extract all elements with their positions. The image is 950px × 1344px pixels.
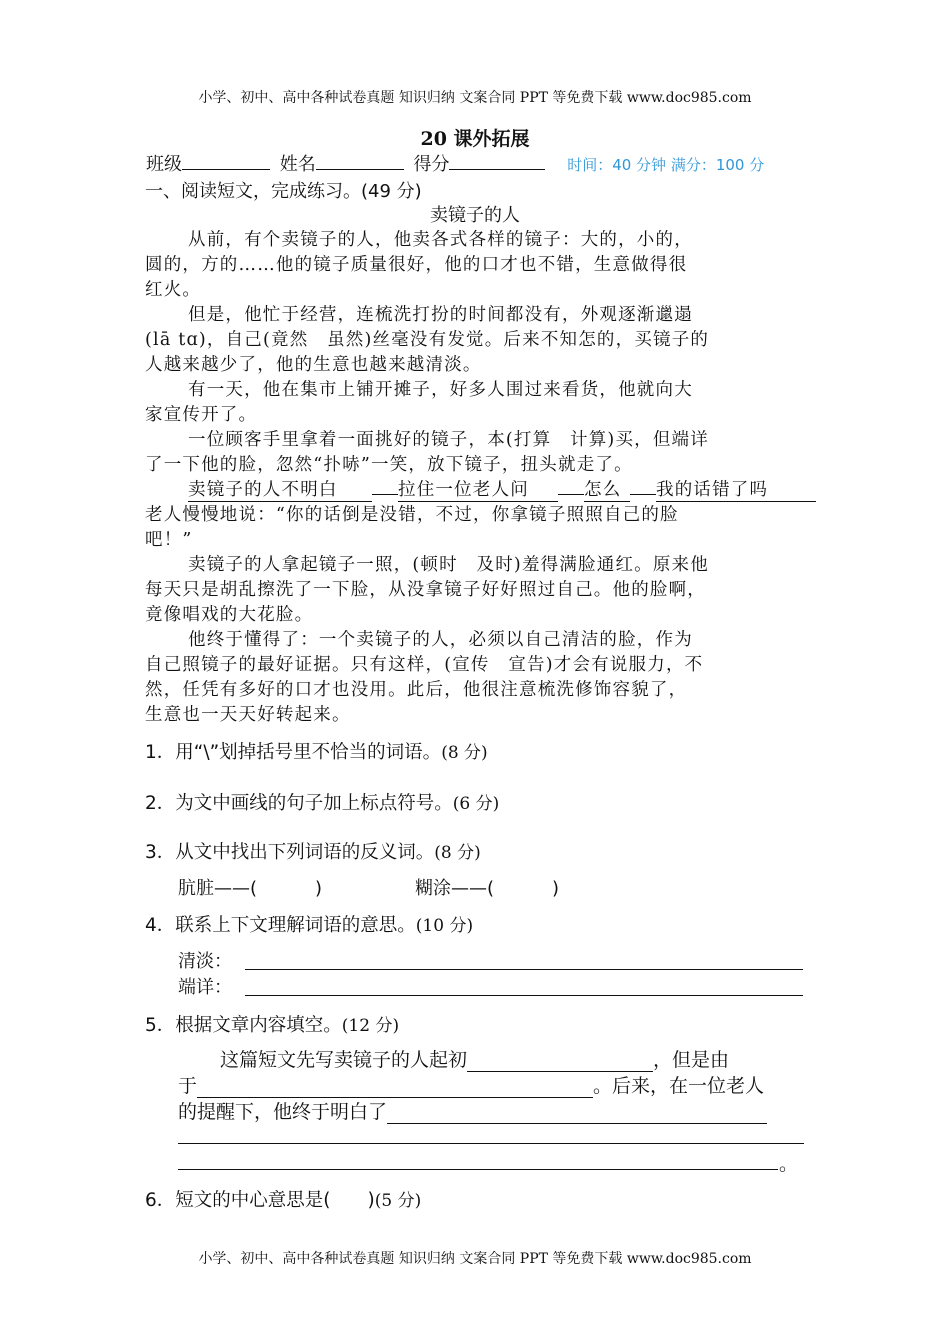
q3-word-2: 糊涂——( )	[415, 878, 560, 899]
q5-line-1: 这篇短文先写卖镜子的人起初 ，但是由	[220, 1049, 730, 1071]
story-line: 圆的，方的……他的镜子质量很好，他的口才也不错，生意做得很	[145, 255, 688, 275]
story-line: 了一下他的脸，忽然“扑哧”一笑，放下镜子，扭头就走了。	[145, 455, 633, 475]
name-label: 姓名	[279, 154, 316, 175]
underlined-sentence	[188, 476, 816, 502]
ul-seg-3: 怎么	[584, 476, 630, 502]
question-4: 4．联系上下文理解词语的意思。(10 分)	[145, 915, 474, 936]
info-row	[146, 150, 764, 176]
question-6: 6．短文的中心意思是( )(5 分)	[145, 1190, 422, 1211]
score-label: 得分	[413, 154, 450, 175]
score-blank[interactable]	[449, 153, 545, 170]
q4-label-2: 端详：	[178, 977, 232, 998]
question-2: 2．为文中画线的句子加上标点符号。(6 分)	[145, 793, 500, 814]
ul-gap[interactable]	[558, 494, 584, 495]
story-line: 有一天，他在集市上铺开摊子，好多人围过来看货，他就向大	[188, 380, 693, 400]
q5-blank-3[interactable]	[387, 1103, 767, 1124]
name-blank[interactable]	[316, 153, 404, 170]
story-line: 每天只是胡乱擦洗了一下脸，从没拿镜子好好照过自己。他的脸啊，	[145, 580, 706, 600]
story-line: 吧！”	[145, 530, 193, 550]
ul-seg-2: 拉住一位老人问	[398, 476, 558, 502]
q5-end-mark: 。	[779, 1153, 799, 1175]
section-heading: 一、阅读短文，完成练习。(49 分)	[145, 181, 422, 202]
page-header: 小学、初中、高中各种试卷真题 知识归纳 文案合同 PPT 等免费下载 www.doc985.com	[198, 90, 752, 106]
ul-gap[interactable]	[372, 494, 398, 495]
q5-blank-5[interactable]	[178, 1169, 778, 1170]
story-line: 自己照镜子的最好证据。只有这样，(宣传 宣告)才会有说服力，不	[145, 655, 704, 675]
q5-line-3: 的提醒下，他终于明白了	[178, 1097, 767, 1124]
question-3: 3．从文中找出下列词语的反义词。(8 分)	[145, 842, 481, 863]
story-line: 竟像唱戏的大花脸。	[145, 605, 314, 625]
ul-seg-1: 卖镜子的人不明白	[188, 476, 372, 502]
q5-blank-4[interactable]	[178, 1143, 804, 1144]
ul-seg-4: 我的话错了吗	[656, 476, 816, 502]
story-line: 生意也一天天好转起来。	[145, 705, 351, 725]
story-line: 但是，他忙于经营，连梳洗打扮的时间都没有，外观逐渐邋遢	[188, 305, 693, 325]
q4-answer-line-2[interactable]	[245, 995, 803, 996]
time-info: 时间：40 分钟 满分：100 分	[567, 156, 765, 174]
story-line: 从前，有个卖镜子的人，他卖各式各样的镜子：大的，小的，	[188, 230, 693, 250]
page-title: 20 课外拓展	[420, 128, 530, 150]
class-label: 班级	[146, 154, 182, 175]
page-footer: 小学、初中、高中各种试卷真题 知识归纳 文案合同 PPT 等免费下载 www.doc985.com	[198, 1251, 752, 1267]
q5-blank-2[interactable]	[197, 1077, 593, 1098]
q3-word-1: 肮脏——( )	[178, 878, 323, 899]
story-line: 然，任凭有多好的口才也没用。此后，他很注意梳洗修饰容貌了，	[145, 680, 688, 700]
story-line: 一位顾客手里拿着一面挑好的镜子，本(打算 计算)买，但端详	[188, 430, 709, 450]
ul-gap[interactable]	[630, 494, 656, 495]
q5-blank-1[interactable]	[467, 1051, 653, 1072]
q4-answer-line-1[interactable]	[245, 969, 803, 970]
q5-line-2: 于 。后来，在一位老人	[178, 1075, 765, 1097]
story-line: 卖镜子的人拿起镜子一照，(顿时 及时)羞得满脸通红。原来他	[188, 555, 709, 575]
question-1: 1．用“\”划掉括号里不恰当的词语。(8 分)	[145, 742, 488, 763]
class-blank[interactable]	[182, 153, 270, 170]
story-line: 老人慢慢地说：“你的话倒是没错，不过，你拿镜子照照自己的脸	[145, 505, 679, 525]
q4-label-1: 清淡：	[178, 951, 232, 972]
story-line: 家宣传开了。	[145, 405, 258, 425]
story-line: 人越来越少了，他的生意也越来越清淡。	[145, 355, 482, 375]
story-line: 红火。	[145, 280, 202, 300]
story-line: 他终于懂得了：一个卖镜子的人，必须以自己清洁的脸，作为	[188, 630, 693, 650]
story-line: (lā tɑ)，自己(竟然 虽然)丝毫没有发觉。后来不知怎的，买镜子的	[145, 330, 710, 350]
story-title: 卖镜子的人	[430, 205, 520, 226]
question-5: 5．根据文章内容填空。(12 分)	[145, 1015, 400, 1036]
